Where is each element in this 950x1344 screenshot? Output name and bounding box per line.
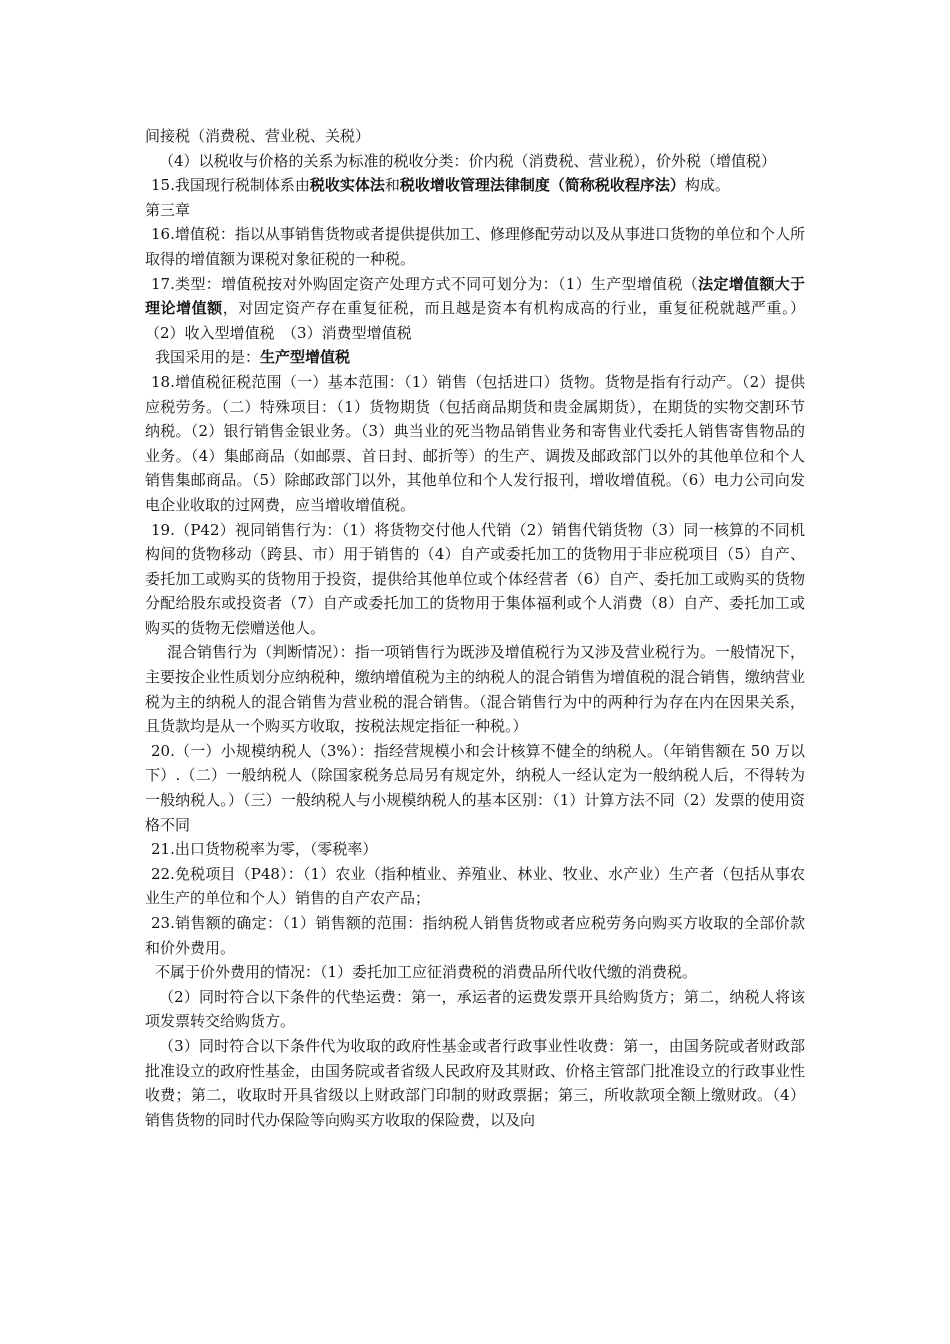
paragraph: 21.出口货物税率为零，（零税率） <box>151 840 378 859</box>
chapter-heading: 第三章 <box>145 200 191 219</box>
paragraph: 20.（一）小规模纳税人（3%）：指经营规模小和会计核算不健全的纳税人。（年销售额在 50 万以下）.（二）一般纳税人（除国家税务总局另有规定外，纳税人一经认定为一般纳税人后，不得转为一般纳税人。）（三）一般纳税人与小规模纳税人的基本区别：（1）计算方法不同（2）发票的使用资格不同 <box>145 741 805 834</box>
paragraph: 22.免税项目（P48）：（1）农业（指种植业、养殖业、林业、牧业、水产业）生产者（包括从事农业生产的单位和个人）销售的自产农产品； <box>145 864 805 908</box>
paragraph: （3）同时符合以下条件代为收取的政府性基金或者行政事业性收费：第一，由国务院或者财政部批准设立的政府性基金，由国务院或者省级人民政府及其财政、价格主管部门批准设立的行政事业性收费；第二，收取时开具省级以上财政部门印制的财政票据；第三，所收款项全额上缴财政。（4）销售货物的同时代办保险等向购买方收取的保险费，以及向 <box>145 1036 806 1129</box>
paragraph: 不属于价外费用的情况：（1）委托加工应征消费税的消费品所代收代缴的消费税。 <box>155 963 698 982</box>
paragraph: 混合销售行为（判断情况）：指一项销售行为既涉及增值税行为又涉及营业税行为。一般情况下，主要按企业性质划分应纳税种，缴纳增值税为主的纳税人的混合销售为增值税的混合销售，缴纳营业税为主的纳税人的混合销售为营业税的混合销售。（混合销售行为中的两种行为存在内在因果关系，且货款均是从一个购买方收取，按税法规定指征一种税。） <box>145 643 806 736</box>
paragraph: 23.销售额的确定：（1）销售额的范围：指纳税人销售货物或者应税劳务向购买方收取的全部价款和价外费用。 <box>145 914 805 957</box>
paragraph: 15.我国现行税制体系由税收实体法和税收增收管理法律制度（简称税收程序法）构成。 <box>151 176 730 195</box>
paragraph: 我国采用的是：生产型增值税 <box>155 348 351 367</box>
paragraph: 18.增值税征税范围（一）基本范围：（1）销售（包括进口）货物。货物是指有行动产。（2）提供应税劳务。（二）特殊项目：（1）货物期货（包括商品期货和贵金属期货），在期货的实物交割环节纳税。（2）银行销售金银业务。（3）典当业的死当物品销售业务和寄售业代委托人销售寄售物品的业务。（4）集邮商品（如邮票、首日封、邮折等）的生产、调拨及邮政部门以外的其他单位和个人销售集邮商品。（5）除邮政部门以外，其他单位和个人发行报刊，增收增值税。（6）电力公司向发电企业收取的过网费，应当增收增值税。 <box>145 372 805 514</box>
paragraph: 19.（P42）视同销售行为：（1）将货物交付他人代销（2）销售代销货物（3）同一核算的不同机构间的货物移动（跨县、市）用于销售的（4）自产或委托加工的货物用于非应税项目（5）自产、委托加工或购买的货物用于投资，提供给其他单位或个体经营者（6）自产、委托加工或购买的货物分配给股东或投资者（7）自产或委托加工的货物用于集体福利或个人消费（8）自产、委托加工或购买的货物无偿赠送他人。 <box>145 520 805 637</box>
paragraph: 17.类型：增值税按对外购固定资产处理方式不同可划分为：（1）生产型增值税（法定增值额大于理论增值额，对固定资产存在重复征税，而且越是资本有机构成高的行业，重复征税就越严重。）（2）收入型增值税 （3）消费型增值税 <box>145 274 805 342</box>
paragraph: 间接税（消费税、营业税、关税） <box>145 127 371 145</box>
paragraph: （2）同时符合以下条件的代垫运费：第一，承运者的运费发票开具给购货方；第二，纳税人将该项发票转交给购货方。 <box>145 987 805 1031</box>
paragraph: （4）以税收与价格的关系为标准的税收分类：价内税（消费税、营业税），价外税（增值税） <box>159 151 777 170</box>
paragraph: 16.增值税：指以从事销售货物或者提供提供加工、修理修配劳动以及从事进口货物的单位和个人所取得的增值额为课税对象征税的一种税。 <box>145 225 805 268</box>
